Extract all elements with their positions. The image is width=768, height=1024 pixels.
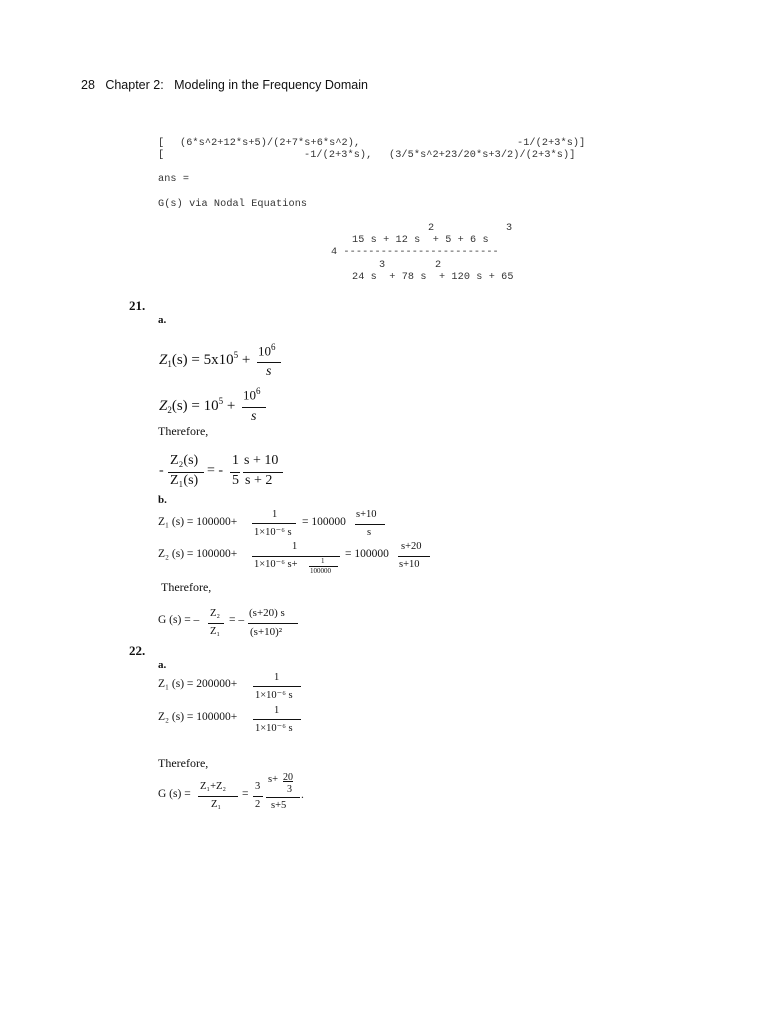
p22-inner-num: 20 bbox=[283, 772, 293, 783]
p22-z2-lhs: Z₂ (s) = 100000+ bbox=[158, 711, 238, 723]
p22-g-eq: = bbox=[242, 788, 249, 800]
z1-fraction-num: $10^6$ bbox=[258, 342, 276, 359]
b-z2-num: 1 bbox=[292, 541, 298, 552]
p22-gain-num: 3 bbox=[255, 781, 261, 792]
p22-g-lhs: G (s) = bbox=[158, 788, 191, 800]
page-header bbox=[81, 78, 368, 92]
b-z2-den: 1×10⁻⁶ s+ bbox=[254, 559, 298, 570]
b-z1-ratio-den: s bbox=[367, 527, 372, 538]
fraction-bar bbox=[253, 719, 301, 720]
therefore-text: Therefore, bbox=[158, 424, 209, 438]
p22-g-num: Z₁+Z₂ bbox=[200, 781, 227, 792]
fraction-bar bbox=[252, 556, 340, 557]
matrix-row1-right: -1/(2+3*s)] bbox=[517, 138, 586, 149]
ratio-den: s + 2 bbox=[245, 473, 273, 488]
b-g-den: Z₁ bbox=[210, 626, 221, 637]
p22-ratio-num-s: s+ bbox=[268, 774, 279, 785]
tf-numerator: 15 s + 12 s + 5 + 6 s bbox=[352, 235, 489, 246]
b-z2-ratio-num: s+20 bbox=[401, 541, 422, 552]
exponent: 3 bbox=[506, 223, 513, 234]
b-z1-num: 1 bbox=[272, 509, 278, 520]
fraction-bar bbox=[257, 362, 281, 363]
chapter-title: Modeling in the Frequency Domain bbox=[174, 78, 368, 92]
z2-equation: $Z_2(s) = 10^5$ + bbox=[159, 396, 236, 415]
part-label: b. bbox=[158, 494, 167, 506]
b-z1-den: 1×10⁻⁶ s bbox=[254, 527, 292, 538]
fraction-bar bbox=[398, 556, 430, 557]
fraction-bar bbox=[253, 796, 263, 797]
p22-z1-num: 1 bbox=[274, 672, 280, 683]
b-g-ratio-num: (s+20) s bbox=[249, 607, 285, 619]
exponent: 3 bbox=[379, 260, 386, 271]
b-z2-lhs: Z₂ (s) = 100000+ bbox=[158, 548, 238, 560]
exponent: 2 bbox=[435, 260, 442, 271]
p22-z2-num: 1 bbox=[274, 705, 280, 716]
gain-num: 1 bbox=[232, 453, 239, 468]
b-z2-eq: = 100000 bbox=[345, 548, 389, 560]
p22-gain-den: 2 bbox=[255, 799, 261, 810]
fraction-bar bbox=[208, 623, 224, 624]
exponent: 2 bbox=[428, 223, 435, 234]
g-fraction-den: Z₁(s) bbox=[170, 473, 199, 488]
tf-caption: G(s) via Nodal Equations bbox=[158, 199, 308, 210]
b-z1-eq: = 100000 bbox=[302, 516, 346, 528]
p22-z1-lhs: Z₁ (s) = 200000+ bbox=[158, 678, 238, 690]
part-label: a. bbox=[158, 314, 167, 326]
p22-z2-den: 1×10⁻⁶ s bbox=[255, 723, 293, 734]
part-label: a. bbox=[158, 659, 167, 671]
p22-ratio-den: s+5 bbox=[271, 800, 287, 811]
minus-sign: - bbox=[159, 463, 164, 478]
fraction-bar bbox=[355, 524, 385, 525]
matrix-row1-left: (6*s^2+12*s+5)/(2+7*s+6*s^2), bbox=[180, 138, 361, 149]
problem-number: 21. bbox=[129, 298, 146, 313]
b-g-eq: = – bbox=[229, 614, 245, 626]
g-fraction-num: Z₂(s) bbox=[170, 453, 199, 468]
b-z1-ratio-num: s+10 bbox=[356, 509, 377, 520]
fraction-bar bbox=[242, 407, 266, 408]
period: . bbox=[301, 789, 304, 801]
tf-denominator: 24 s + 78 s + 120 s + 65 bbox=[352, 272, 514, 283]
fraction-bar bbox=[253, 686, 301, 687]
equals-minus: = - bbox=[207, 463, 224, 478]
ratio-num: s + 10 bbox=[244, 453, 279, 468]
b-g-lhs: G (s) = – bbox=[158, 614, 200, 626]
matrix-row2-left: -1/(2+3*s), bbox=[304, 150, 373, 161]
b-z1-lhs: Z₁ (s) = 100000+ bbox=[158, 516, 238, 528]
ans-label: ans = bbox=[158, 174, 190, 185]
p22-z1-den: 1×10⁻⁶ s bbox=[255, 690, 293, 701]
b-g-ratio-den: (s+10)² bbox=[250, 626, 283, 638]
z1-equation: $Z_1(s) = 5x10^5$ + bbox=[159, 350, 251, 369]
z2-fraction-den: s bbox=[251, 409, 257, 424]
page-number: 28 bbox=[81, 78, 95, 92]
b-z2-ratio-den: s+10 bbox=[399, 559, 420, 570]
z2-fraction-num: $10^6$ bbox=[243, 386, 261, 403]
z1-fraction-den: s bbox=[266, 364, 272, 379]
therefore-text: Therefore, bbox=[161, 580, 212, 594]
problem-number: 22. bbox=[129, 643, 146, 658]
b-g-num: Z₂ bbox=[210, 608, 221, 619]
b-z2-small-num: 1 bbox=[321, 557, 325, 565]
therefore-text: Therefore, bbox=[158, 756, 209, 770]
fraction-bar bbox=[198, 796, 238, 797]
fraction-bar bbox=[266, 797, 300, 798]
tf-fraction-line: 4 ------------------------- bbox=[331, 247, 499, 258]
b-z2-small-den: 100000 bbox=[310, 567, 331, 575]
chapter-label: Chapter 2: bbox=[105, 78, 164, 92]
p22-inner-den: 3 bbox=[287, 784, 292, 795]
fraction-bar bbox=[252, 523, 296, 524]
fraction-bar bbox=[248, 623, 298, 624]
matrix-row2-open: [ bbox=[158, 150, 165, 161]
gain-den: 5 bbox=[232, 473, 239, 488]
matrix-row2-right: (3/5*s^2+23/20*s+3/2)/(2+3*s)] bbox=[389, 150, 576, 161]
matrix-row1-open: [ bbox=[158, 138, 165, 149]
p22-g-den: Z₁ bbox=[211, 799, 222, 810]
